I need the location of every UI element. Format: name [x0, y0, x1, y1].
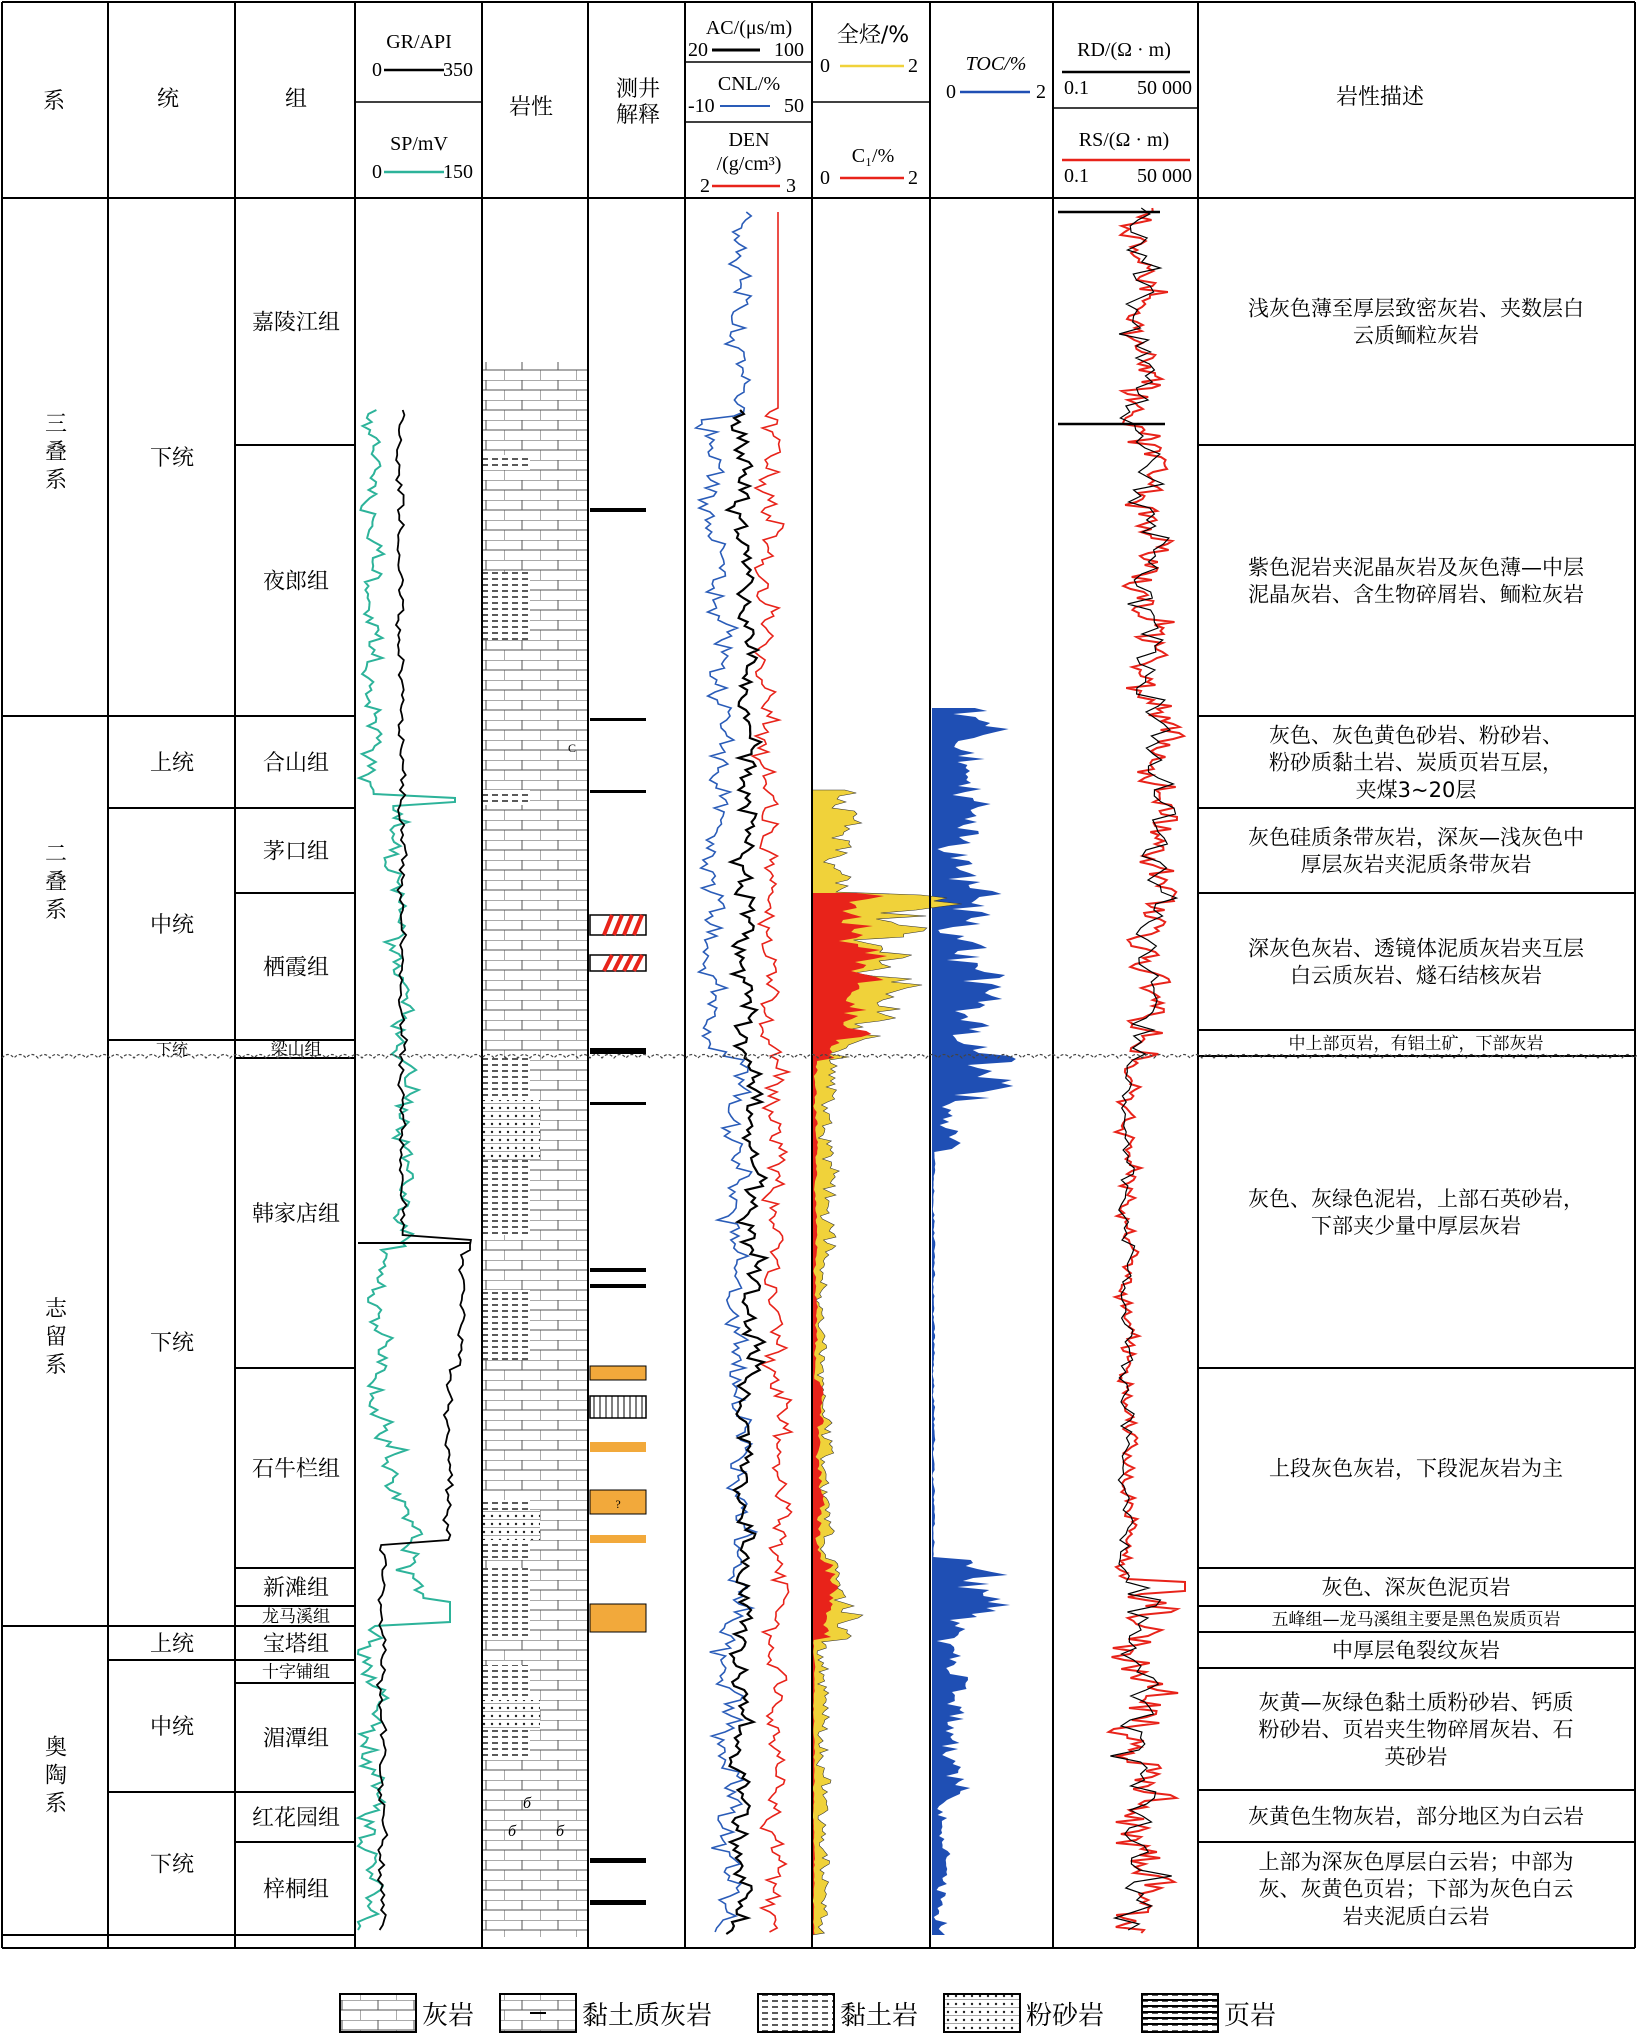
lith-shale-band-5 — [482, 1290, 530, 1360]
legend-label-3: 粉砂岩 — [1026, 2001, 1105, 2031]
legend-label-0: 灰岩 — [422, 2001, 475, 2031]
legend-label-1: 黏土质灰岩 — [582, 2001, 713, 2031]
formation-label-6: 韩家店组 — [251, 1201, 341, 1227]
den-label-1: DEN — [728, 129, 770, 151]
formation-label-9: 龙马溪组 — [262, 1607, 330, 1628]
description-1-0: 紫色泥岩夹泥晶灰岩及灰色薄—中层 — [1248, 555, 1584, 580]
interp-orange-0 — [590, 1366, 646, 1380]
interp-bar-7 — [590, 1858, 646, 1863]
system-label-0-2: 系 — [44, 468, 68, 493]
lith-shale-band-1 — [482, 572, 530, 640]
rs-max: 50 000 — [1137, 165, 1192, 187]
series-label-0: 下统 — [149, 445, 195, 471]
series-label-2: 中统 — [149, 912, 195, 938]
description-0-1: 云质鲕粒灰岩 — [1353, 323, 1479, 348]
legend-swatch-3 — [944, 1994, 1020, 2032]
cnl-curve — [696, 212, 756, 1932]
description-13-0: 上部为深灰色厚层白云岩；中部为 — [1258, 1849, 1574, 1874]
sp-curve — [358, 410, 455, 1930]
interp-bar-0 — [590, 508, 646, 512]
ac-max: 100 — [774, 39, 804, 61]
interpretation-column — [590, 508, 646, 1905]
tg-min: 0 — [820, 55, 830, 77]
c1-max: 2 — [908, 167, 918, 189]
description-11-1: 粉砂岩、页岩夹生物碎屑灰岩、石 — [1258, 1717, 1574, 1742]
description-2-2: 夹煤3~20层 — [1355, 777, 1477, 802]
description-1-1: 泥晶灰岩、含生物碎屑岩、鲕粒灰岩 — [1248, 582, 1584, 607]
system-label-1-2: 系 — [44, 898, 68, 923]
lith-mark-fossil-0: б — [522, 1795, 532, 1812]
header-system: 系 — [42, 89, 66, 114]
formation-label-0: 嘉陵江组 — [251, 310, 341, 336]
interp-bar-6 — [590, 1284, 646, 1288]
formation-label-7: 石牛栏组 — [251, 1456, 341, 1482]
interp-bar-4 — [590, 1102, 646, 1105]
cnl-min: -10 — [688, 95, 715, 117]
gr-curve — [377, 410, 471, 1930]
description-11-2: 英砂岩 — [1384, 1744, 1448, 1769]
header-description: 岩性描述 — [1335, 85, 1425, 110]
formation-label-2: 合山组 — [262, 750, 330, 776]
description-4-1: 白云质灰岩、燧石结核灰岩 — [1290, 963, 1542, 988]
system-label-2-0: 志 — [44, 1297, 68, 1322]
description-4-0: 深灰色灰岩、透镜体泥质灰岩夹互层 — [1248, 936, 1584, 961]
cnl-max: 50 — [784, 95, 804, 117]
description-6-1: 下部夹少量中厚层灰岩 — [1311, 1214, 1521, 1239]
description-2-0: 灰色、灰色黄色砂岩、粉砂岩、 — [1269, 723, 1563, 748]
gr-min: 0 — [372, 59, 382, 81]
formation-label-8: 新滩组 — [262, 1575, 330, 1601]
series-label-3: 下统 — [155, 1039, 189, 1059]
lithology-column — [482, 362, 588, 1937]
interp-question-mark: ? — [615, 1497, 621, 1511]
gr-max: 350 — [443, 59, 473, 81]
legend-label-4: 页岩 — [1224, 2001, 1277, 2031]
legend — [340, 1994, 1276, 2032]
description-3-1: 厚层灰岩夹泥质条带灰岩 — [1300, 852, 1532, 877]
system-label-0-1: 叠 — [44, 440, 68, 465]
series-label-5: 上统 — [149, 1631, 195, 1657]
sp-label: SP/mV — [390, 133, 448, 155]
interp-bar-8 — [590, 1900, 646, 1905]
lith-silt-band-2 — [482, 1700, 540, 1730]
description-2-1: 粉砂质黏土岩、炭质页岩互层， — [1269, 750, 1563, 775]
formation-label-14: 梓桐组 — [262, 1877, 330, 1903]
den-max: 3 — [786, 175, 796, 197]
header-series: 统 — [156, 87, 180, 112]
sp-min: 0 — [372, 161, 382, 183]
description-0-0: 浅灰色薄至厚层致密灰岩、夹数层白 — [1248, 296, 1584, 321]
cnl-label: CNL/% — [717, 73, 781, 95]
rs-label: RS/(Ω · m) — [1078, 129, 1170, 151]
lith-mark-c: C — [567, 741, 577, 755]
interp-bar-2 — [590, 790, 646, 793]
system-label-3-1: 陶 — [44, 1763, 68, 1789]
toc-track — [932, 708, 1016, 1935]
system-label-2-1: 留 — [44, 1325, 68, 1350]
series-label-7: 下统 — [149, 1852, 195, 1878]
system-label-3-0: 奥 — [44, 1735, 68, 1761]
system-label-1-0: 二 — [44, 842, 68, 867]
lith-mark-fossil-1: б — [507, 1823, 517, 1840]
interp-orange-1 — [590, 1442, 646, 1452]
legend-swatch-2 — [758, 1994, 834, 2032]
toc-max: 2 — [1036, 81, 1046, 103]
legend-label-2: 黏土岩 — [840, 2001, 919, 2031]
interp-orange-4 — [590, 1604, 646, 1632]
description-13-2: 岩夹泥质白云岩 — [1342, 1904, 1490, 1929]
description-5-0: 中上部页岩，有铝土矿，下部灰岩 — [1288, 1034, 1544, 1055]
description-6-0: 灰色、灰绿色泥岩，上部石英砂岩， — [1248, 1186, 1584, 1211]
formation-label-3: 茅口组 — [262, 839, 330, 865]
lith-shale-band-4 — [482, 1150, 530, 1235]
ac-curve — [726, 410, 766, 1934]
series-label-1: 上统 — [149, 750, 195, 776]
tg-max: 2 — [908, 55, 918, 77]
legend-swatch-0 — [340, 1994, 416, 2032]
lith-shale-band-0 — [482, 455, 530, 470]
description-13-1: 灰、灰黄色页岩；下部为灰色白云 — [1258, 1877, 1574, 1902]
lith-mark-fossil-2: б — [555, 1823, 565, 1840]
rd-label: RD/(Ω · m) — [1077, 39, 1171, 61]
system-label-3-2: 系 — [44, 1791, 68, 1817]
rd-min: 0.1 — [1064, 77, 1089, 99]
header-interp-2: 解释 — [615, 103, 661, 128]
gr-label: GR/API — [386, 31, 452, 53]
description-11-0: 灰黄—灰绿色黏土质粉砂岩、钙质 — [1258, 1690, 1574, 1715]
lith-silt-band-0 — [482, 1100, 540, 1160]
description-3-0: 灰色硅质条带灰岩，深灰—浅灰色中 — [1248, 825, 1584, 850]
header-total-gas: 全烃/% — [836, 23, 910, 48]
interp-bar-1 — [590, 718, 646, 721]
description-12-0: 灰黄色生物灰岩，部分地区为白云岩 — [1248, 1804, 1584, 1829]
header-formation: 组 — [284, 87, 308, 112]
system-label-2-2: 系 — [44, 1353, 68, 1378]
formation-label-13: 红花园组 — [251, 1805, 341, 1831]
formation-label-10: 宝塔组 — [262, 1631, 330, 1657]
description-9-0: 五峰组—龙马溪组主要是黑色炭质页岩 — [1271, 1610, 1561, 1631]
ac-label: AC/(μs/m) — [705, 17, 793, 39]
c1-label: C₁/% — [851, 145, 895, 167]
formation-label-12: 湄潭组 — [262, 1726, 330, 1752]
system-label-0-0: 三 — [44, 412, 68, 437]
lith-shale-band-2 — [482, 790, 530, 805]
system-label-1-1: 叠 — [44, 870, 68, 895]
c1-min: 0 — [820, 167, 830, 189]
formation-label-11: 十字铺组 — [262, 1662, 330, 1683]
ac-min: 20 — [688, 39, 708, 61]
interp-orange-3 — [590, 1535, 646, 1543]
description-7-0: 上段灰色灰岩，下段泥灰岩为主 — [1269, 1456, 1563, 1481]
series-label-6: 中统 — [149, 1714, 195, 1740]
toc-label: TOC/% — [965, 53, 1027, 75]
series-label-4: 下统 — [149, 1330, 195, 1356]
description-10-0: 中厚层龟裂纹灰岩 — [1332, 1638, 1500, 1663]
formation-label-5: 梁山组 — [270, 1040, 322, 1061]
interp-bar-3 — [590, 1048, 646, 1054]
toc-area — [932, 708, 1016, 1935]
header-interp-1: 测井 — [615, 77, 661, 102]
rd-max: 50 000 — [1137, 77, 1192, 99]
header-lithology: 岩性 — [508, 95, 554, 120]
lith-shale-band-7 — [482, 1568, 530, 1640]
interp-bar-5 — [590, 1268, 646, 1272]
sp-max: 150 — [443, 161, 473, 183]
den-label-2: /(g/cm³) — [716, 153, 782, 175]
den-min: 2 — [700, 175, 710, 197]
formation-label-4: 栖霞组 — [262, 955, 330, 981]
description-8-0: 灰色、深灰色泥页岩 — [1321, 1575, 1511, 1600]
rs-min: 0.1 — [1064, 165, 1089, 187]
toc-min: 0 — [946, 81, 956, 103]
formation-label-1: 夜郎组 — [262, 569, 330, 595]
lith-silt-band-1 — [482, 1510, 540, 1540]
